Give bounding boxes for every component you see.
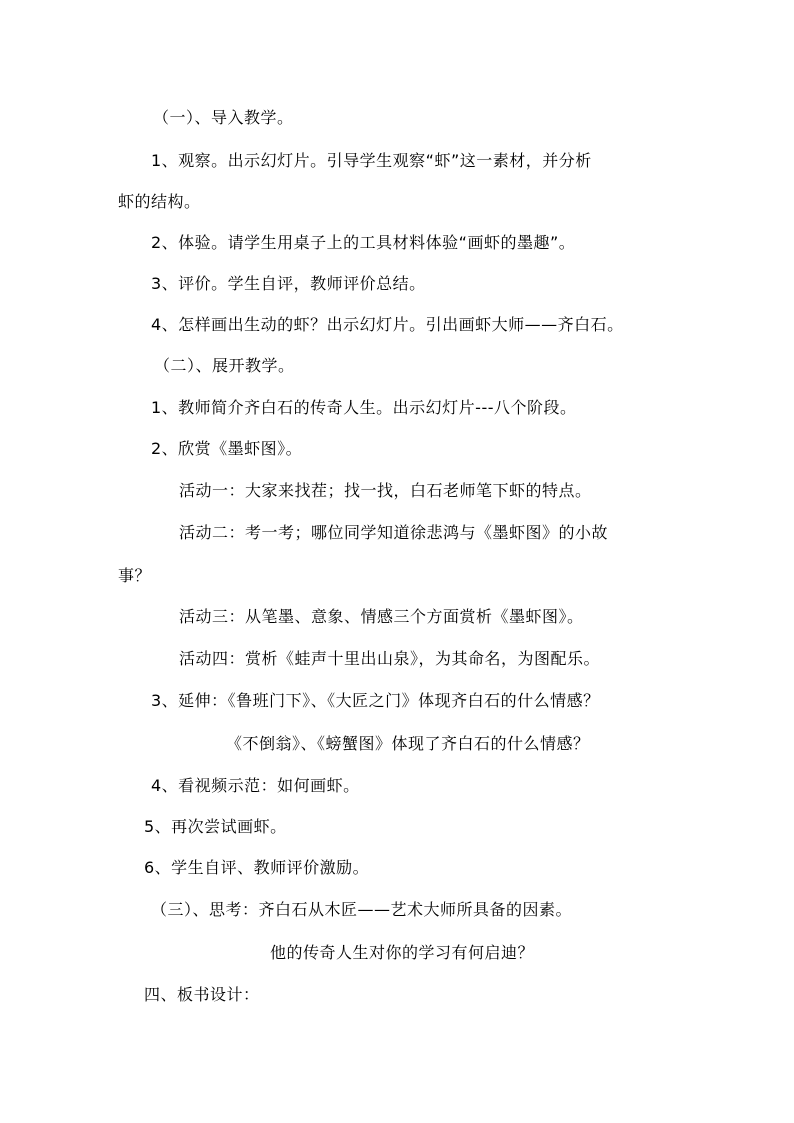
paragraph-line: 虾的结构。: [118, 192, 201, 211]
activity-line: 活动二：考一考；哪位同学知道徐悲鸿与《墨虾图》的小故: [179, 523, 609, 542]
section-heading-4: 四、板书设计：: [144, 985, 260, 1004]
paragraph-line: 3、评价。学生自评，教师评价总结。: [151, 274, 426, 293]
paragraph-line: 6、学生自评、教师评价激励。: [144, 858, 370, 877]
paragraph-line: 1、教师简介齐白石的传奇人生。出示幻灯片---八个阶段。: [151, 398, 577, 417]
section-heading-3: （三）、思考：齐白石从木匠——艺术大师所具备的因素。: [151, 900, 573, 919]
paragraph-line: 他的传奇人生对你的学习有何启迪？: [270, 943, 535, 962]
section-heading-2: （二）、展开教学。: [154, 356, 295, 375]
paragraph-line: 《不倒翁》、《螃蟹图》体现了齐白石的什么情感？: [226, 734, 590, 753]
paragraph-line: 5、再次尝试画虾。: [144, 817, 287, 836]
paragraph-line: 4、怎样画出生动的虾？出示幻灯片。引出画虾大师——齐白石。: [151, 315, 624, 334]
paragraph-line: 4、看视频示范：如何画虾。: [151, 776, 360, 795]
paragraph-line: 2、体验。请学生用桌子上的工具材料体验“画虾的墨趣”。: [151, 233, 576, 252]
paragraph-line: 2、欣赏《墨虾图》。: [151, 439, 303, 458]
activity-line: 活动四：赏析《蛙声十里出山泉》，为其命名，为图配乐。: [179, 649, 601, 668]
paragraph-line: 3、延伸：《鲁班门下》、《大匠之门》体现齐白石的什么情感？: [151, 691, 600, 710]
section-heading-1: （一）、导入教学。: [153, 108, 294, 127]
activity-line: 活动三：从笔墨、意象、情感三个方面赏析《墨虾图》。: [179, 607, 584, 626]
paragraph-line: 1、观察。出示幻灯片。引导学生观察“虾”这一素材，并分析: [151, 151, 592, 170]
activity-line: 活动一：大家来找茬；找一找，白石老师笔下虾的特点。: [179, 481, 592, 500]
paragraph-line: 事？: [118, 566, 152, 585]
